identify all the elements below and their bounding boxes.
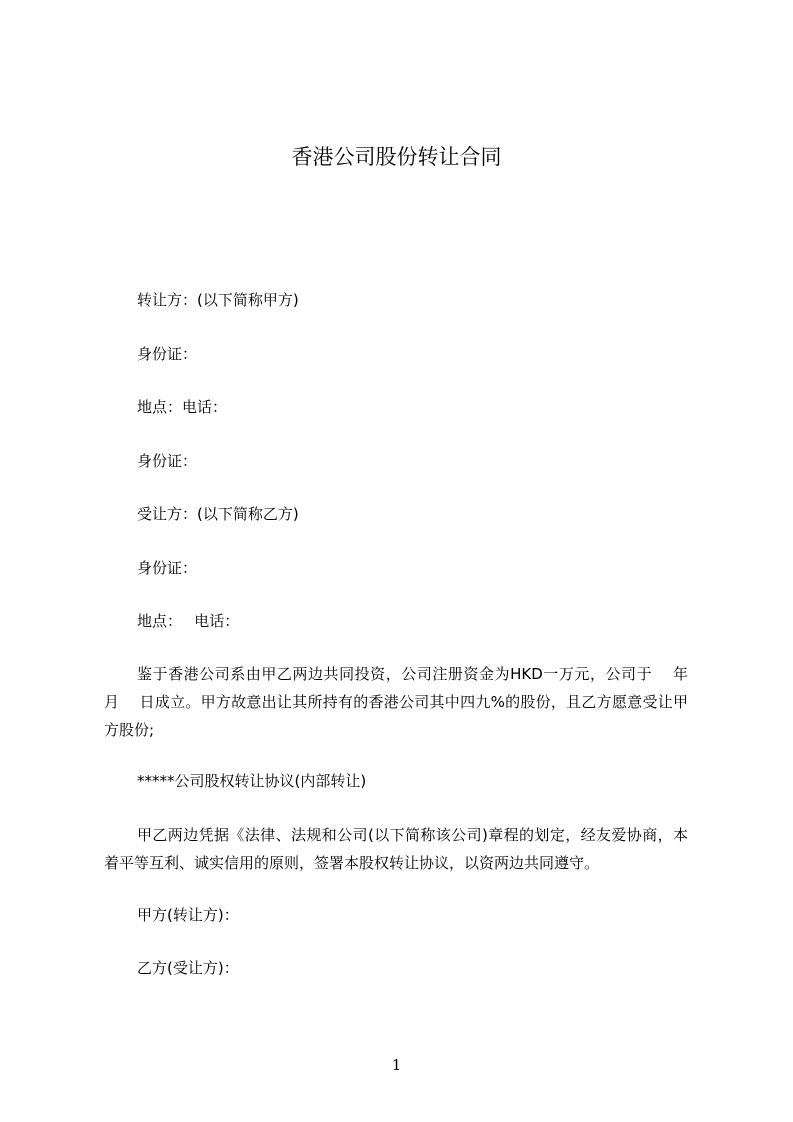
transferor-line: 转让方：(以下简称甲方) (137, 291, 299, 309)
party-a-signature-line: 甲方(转让方)： (137, 906, 239, 924)
transferor-address-phone-line: 地点：电话： (137, 398, 228, 416)
transferee-id-line: 身份证： (137, 559, 198, 577)
transferee-address-phone-line: 地点： 电话： (137, 612, 240, 630)
document-title: 香港公司股份转让合同 (291, 145, 502, 169)
page-number: 1 (391, 1056, 402, 1074)
agreement-preamble: 甲乙两边凭据《法律、法规和公司(以下简称该公司)章程的划定，经友爱协商，本着平等互利、诚实信用的原则，签署本股权转让协议，以资两边共同遵守。 (104, 826, 688, 872)
transferee-line: 受让方：(以下简称乙方) (137, 505, 299, 523)
transferor-id-line: 身份证： (137, 345, 198, 363)
recital-paragraph: 鉴于香港公司系由甲乙两边共同投资，公司注册资金为HKD一万元，公司于 年 月 日成立。甲方故意出让其所持有的香港公司其中四九%的股份，且乙方愿意受让甲方股份; (104, 665, 708, 739)
party-b-signature-line: 乙方(受让方)： (137, 959, 239, 977)
agreement-heading: *****公司股权转让协议(内部转让) (137, 772, 367, 790)
id-line: 身份证： (137, 452, 198, 470)
